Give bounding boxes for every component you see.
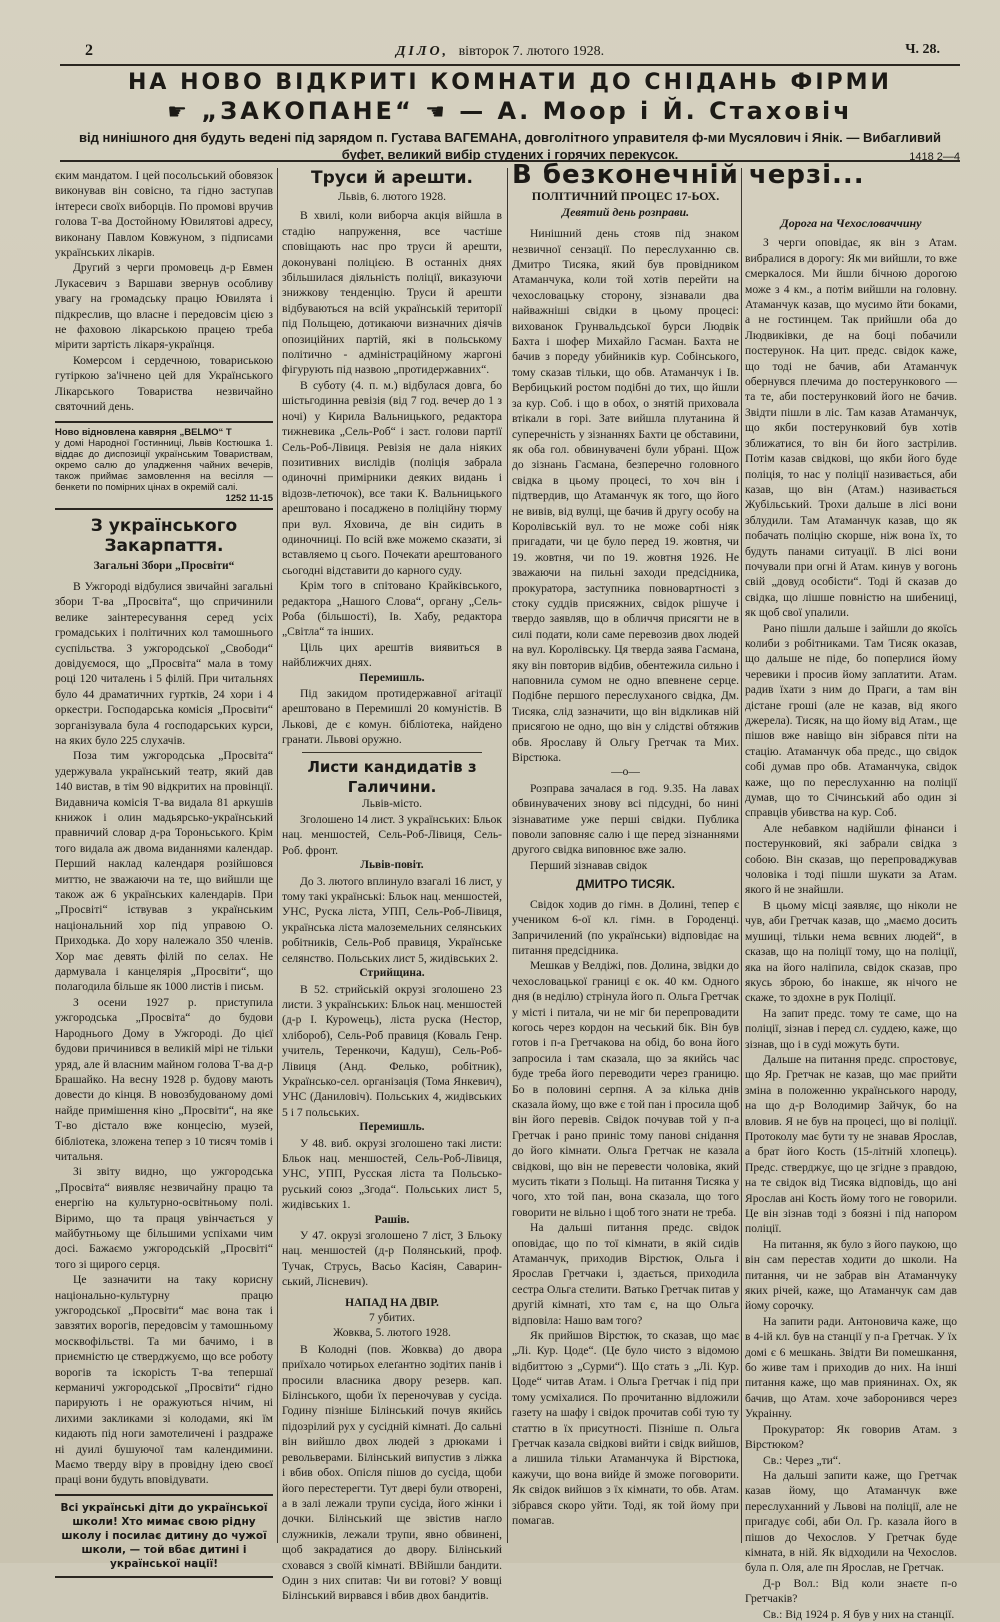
subheading: Перемишль. (359, 1121, 425, 1134)
issue-date: вівторок 7. лютого 1928. (458, 44, 605, 59)
masthead-line (40, 44, 960, 60)
cafe-advertisement (55, 421, 273, 510)
cafe-ad-text: у домі Народної Гостинниці, Львів Костюшка 1. віддає до диспозиції українським Товариствам, окремо салю до уладження чайних вечерів, також приймає замовлення на весілля — бенкети по помірних цінах в окремій салі. (55, 437, 273, 493)
subheading: Перемишль. (359, 671, 425, 684)
paragraph: Як прийшов Вірстюк, то сказав, що має „Лі. Кур. Цоде“. (Це було чисто з відомою відбиттою з „Сурми“). Що стать з „Лі. Кур. Цоде“ читав Атам. і Ольга Гретчак і під при тому усміхалися. По прочитанню відложили газету на шафу і свідок прочитав собі тую ту статтю в їх присутності. Пізніше п. Ольга Гретчак казала свідкові вийти і свідк вийшов, а лишила тільки Атаманчука й Вірстюка, кажучи, що вона вийде й зможе поговорити. Як свідок вийшов з їх кімнати, то обв. Атам. зібрався скоро уйти. Тоді, як той йому при помагав. (512, 1329, 739, 1527)
paragraph: На дальші питання предс. свідок оповідає, що по тої кімнати, в якій сидів Атаманчук, приходив Вірстюк, Ольга і Ярослав Гретчаки і, здається, приходила сестра Ольга стелити. Ватько Гретчак питав у другій кімнаті, хто там є, на що Ольга відповіла: Нашо вам того? (512, 1221, 739, 1327)
paragraph: У 48. виб. окрузі зголошено такі листи: Бльок нац. меншостей, Сель-Роб-Лівиця, УНС, УПП, Русская ліста та Польсько-руський союз „Згода“. Польських лист 5, жидівських 1. (282, 1136, 502, 1212)
school-notice: Всі українські діти до української школи! Хто мимає свою рідну школу і посилає дитину до чужої школи, — той вбає дитині і української нації! (55, 1494, 273, 1578)
ad-description: від нинішного дня будуть ведені під зарядом п. Густава ВАГЕМАНА, довголітного управителя ф-ми Мусялович і Янік. — Вибагливий буфет, великий вибір студених і горячих перекусок. (79, 130, 941, 162)
paragraph: З осени 1927 р. приступила ужгородська „Просвіта“ до будови Народнього Дому в Ужгороді. До цієї будови причинився в великій мірі не тільки уряд, але й власним майном голова Т-ва д-р Брашайко. На весну 1928 р. будову мають довести до кінця. В новозбудованому домі найде примішення кіно „Просвіти“, на яке Т-во дістало вже концесію, музей, бібліотека, зложена тепер з 10 тисяч томів і читальня. (55, 995, 273, 1163)
paragraph: Свідок ходив до гімн. в Долині, тепер є учеником 6-ої кл. гімн. в Городенці. Запричилений (по українськи) відповідає на питання предсідника. (512, 897, 739, 957)
column-divider (507, 168, 508, 1543)
paragraph: В суботу (4. п. м.) відбулася довга, бо шістьгодинна ревізія (від 7 год. вечер до 1 з ночі) у Кирила Вальницького, редактора тижневика „Сель-Роб“ і заст. голови партії Сель-Роб-Лівиця. Ревізія не дала ніяких позитивних вислідів (поліція забрала одиночні примірники деяких видань і відозв-летючок), все таки К. Вальницького арештовано і посаджено в поліційну тюрму при вул. Яховича, де він сидить в одиночниці. По всій вже можемо сказати, зі вставляемо ц сього. Почекати арештованого сьогодні відставити до карного суду. (282, 378, 502, 577)
paragraph: Крім того в спітовано Крайківського, редактора „Нашого Слова“, органу „Сель-Роба (більшості), Ів. Хабу, редактора „Світла“ та інших. (282, 579, 502, 639)
paragraph: Рано пішли дальше і зайшли до якоїсь колиби з робітниками. Там Тисяк оказав, що дальше не піде, бо поперлися йому черевики і просив йому заплатити. Атам. радив їхати з ним до Праги, а там він дістане гроші (але не казав, від якого джерела). Тисяк, на що йому від Атам., ще пішов вже навіщо він зібрався піти на стацію. Атаманчук оба предс., що свідок собі думав про обв. Атаманчука, свідок каже, що по переслуханню на поліції думав, що то Січинський або один зі справців убивства на кур. Соб. (745, 621, 957, 820)
paragraph: Нинішний день стояв під знаком незвичної сензації. По переслуханню св. Дмитро Тисяка, який був провідником Атаманчука, коли той хотів перейти на чехословацьку сторону, зізнавали два найважніші свідки в цьому процесі: вихованок Грунвальдської бурси Людвік Бахта і шофер Михайло Гасман. Бахта не бачив з пореду убийників кур. Собінського, тому сказав тільки, що обв. Атаманчук і Ів. Вербицький ростом подібні до тих, що йшли за кур. Соб. і що в обох, о знятій приховала втікали в горі. Зате вийшла плутанина й суперечність у зізнаннях Бахти це обставини, як оба гол. обвинувачені були убрані. Щож до зізнань Гасмана, безперечно головного свідка в цьому процесі, то хоч він і підтвердив, що Атаманчук як того, що його не вивів, від вулці, ще бачив й другу особу на Королівській вул. то не може собі ніяк пригадати, чи це було перед 19. жовтня, чи 19. жовтня, чи по 19. жовтня 1926. Не зважаючи на пильні заходи предсідника, прокуратора, заступника повновартності з стоку суддів присяжних, свідок рішуче і твердо заявляв, що в обличчя присягти не в силі подати, коли саме перевозив двох людей на вул. Королівську. Ця тверда заява Гасмана, яку він повторив відбив, обентежила сильно і наповнила сумом не одно впевнене серце. Подібне першого переслуханого свідка, Дм. Тисяка, слід зазначити, що він відкликав ній присягою не одно, що він у слідстві обтяжив обв. Ярославу й Ольгу Гретчак та Мих. Вірстюка. (512, 227, 739, 765)
paragraph: На дальші запити каже, що Гретчак казав йому, що Атаманчук вже переслуханний у Львові на поліції, але не пригадує собі, аби Ол. Гр. казала його в пішов до Чехослов. У Гретчак буде кімната, в ній. Як відходили на Чехослов. була п. Оля, але пн Ярослав, не Гретчак. (745, 1468, 957, 1575)
cafe-ad-title: Ново відновлена кавярня „BELMO“ Т (55, 426, 232, 438)
issue-number: Ч. 28. (905, 42, 940, 57)
ad-line-1: НА НОВО ВІДКРИТІ КОМНАТИ ДО СНІДАНЬ ФІРМИ (128, 70, 892, 95)
subheading: ПОЛІТИЧНИЙ ПРОЦЕС 17-ЬОХ. (531, 189, 720, 204)
paper-name: ДІЛО, (395, 44, 450, 59)
column-2 (282, 168, 502, 1603)
paragraph: На запити ради. Антоновича каже, що в 4-ій кл. був на станції у п-а Гретчак. У їх домі є 6 мешкань. Звідти Ви помешкання, бо живе там і приходив до них. На інші питання каже, що мав приянинах. Ох, як бачив, що Атам. хоче заборонився через Украінну. (745, 1314, 957, 1421)
pointing-hand-icon: ☛ (167, 100, 191, 125)
subheading: Дорога на Чехословаччину (780, 216, 922, 230)
article-title: З українського Закарпаття. (90, 515, 238, 556)
divider: —o— (611, 766, 640, 779)
ad-line-2 (60, 97, 960, 125)
paragraph: В цьому місці заявляє, що ніколи не чув, аби Гретчак казав, що „маємо досить мушиці, тільки нема вєвних людей“, в сказав, що на поліції тому, що на поліції, яка на його наліпила, свідок сказав, про якусь зброю, бо інакше, як нічого не скаже, то здохне в рук Поліції. (745, 898, 957, 1005)
paragraph: До 3. лютого вплинуло взагалі 16 лист, у тому такі українські: Бльок нац. меншостей, УНС, Руска ліста, УПП, Сель-Роб-Лівиця, українська ліста малоземельних селянських робітників, Сель-Роб правиця, Українське селянство. Польських лист 5, жидівських 2. (282, 874, 502, 965)
paragraph: єким мандатом. І цей посольський обовязок виконував він совісно, та гідно заступав інтереси своїх виборців. По промові вручив голова Т-ва Достойному Ювилятові адресу, виконану Павлом Ковжуном, з підписами українських лікарів. (55, 169, 273, 260)
paragraph: Перший зізнавав свідок (530, 858, 648, 872)
ad-owners: — А. Моор і Й. Стаховіч (459, 97, 853, 125)
column-1 (55, 168, 273, 1570)
header-rule (60, 64, 960, 66)
paragraph: У 47. окрузі зголошено 7 ліст, З Бльоку нац. меншостей (д-р Полянський, проф. Тучак, Струсь, Васьо Касіян, Саварин-ський, Лісневич). (282, 1229, 502, 1289)
subheading: Девятий день розправи. (561, 204, 690, 219)
subheading: 7 убитих. (368, 1312, 416, 1325)
article-subtitle: Загальні Збори „Просвіти“ (93, 559, 235, 572)
paragraph: Мешкав у Велдіжі, пов. Долина, звідки до чехословацької границі є ок. 40 км. Одного дня (в неділю) стрінула його п. Ольга Гретчак у місті і питала, чи не міг би перепровадити когось через кордон на чеський бік. Він був готов і п-а Гретчакова на обід, бо вона його запросила і там сказала, що за якийсь час буде треба його переводити через границю. Бо в половині серпня. А за кілька днів сказала йому, що вже є той пан і просила щоб він його перевів. Свідок почував той у п-а Гретчак і рано приніс тому панові снідання до його кімнати. Ольга Гретчак не казала свідкові, що він не перевести чоловіка, який мусить тікати з Польщі. На питання Тисяка у чого, хто той пан, вона сказала, що того говорити не вільно і щоб того знати не треба. (512, 959, 739, 1219)
article-title: НАПАД НА ДВІР. (345, 1296, 439, 1309)
article-title: Труси й арешти. (310, 168, 474, 188)
paragraph: Це зазначити на таку корисну національно-культурну працю ужгородської „Просвіти“ має вона так і завзятих ворогів, передовсім у тамошньому москвофільстві. Та ми бачимо, і в приємністю це стверджуємо, що все роботу ворогів та іскорість Т-ва тепершаї керманичі ужгородської „Просвіти“ гідно парирують і не оражуються нічим, ні лихими закликами зі колодами, які їм кидають під ноги замотеличені і раздраже ні дуилі бушуючої там календимини. Маємо тверду віру в провідну ідею своєї праці вони будуть вповідувати. (55, 1273, 273, 1487)
paragraph: В Колодні (пов. Жовква) до двора приїхало чотирьох елеґантно зодітих панів і просили власника двору резерв. кап. Білінського, щоби їх переночував у сусіда. Годину пізніше Білінський почув якийсь підозрілий рух у сусідній кімнаті. До сальні він вийшло двох людей з дрюками і револьверами. Білінський випустив з ліжка і вбив обох. Опісля пішов до сусіда, щоби його перестерегти. Тут двері були отворені, а в залі лежали трупи сусіда, його жінки і дочки. Білінський ще звістив нагло служників, лежали трупи, явно обвинені, щоб закрадатися до двору. Білінський сховався з своїй кімнаті. ВВійшли бандити. Один з них спитав: Чи ви готові? У вовщі Білінський вирвався і вбив двох бандитів. (282, 1342, 502, 1603)
paragraph: Св.: Від 1924 р. Я був у них на станції. (763, 1607, 955, 1621)
paragraph: Поза тим ужгородська „Просвіта“ удержувала український театр, який дав 140 вистав, в тім 90 відкритих на провінції. Видавнича комісія Т-ва видала 81 аркушів книжок і олин мадьярсько-український правничий словар д-ра Тороньського. Крім того видала аж двома виданнями календар. Перший наклад календаря розійшовся миттю, не зважаючи на те, що вийшли ще також аж 6 українських календарів. При „Просвіті“ іствував з українським національний хор під управою О. Приходька. До хору належало 350 членів. Хор має девять філій по селах. Не дармувала і канцелярія „Просвіти“, що полагодила більше як 1000 листів і письм. (55, 749, 273, 994)
dateline: Львів, 6. лютого 1928. (337, 191, 447, 203)
column-divider (741, 168, 742, 1543)
paragraph: Прокуратор: Як говорив Атам. з Вірстюком? (745, 1422, 957, 1452)
page-number: 2 (85, 42, 93, 59)
subheading: Стрийщина. (359, 967, 425, 980)
paragraph: Під закидом протидержавної агітації арештовано в Перемишлі 20 комуністів. В Лькові, де є комун. бібліотека, найдено гранати. Львові оружно. (282, 687, 502, 747)
paragraph: Зі звіту видно, що ужгородська „Просвіта“ виявляє незвичайну працю та енергію на культурно-освітньому полі. Віримо, що та праця увінчається у майбутньому ще більшими успіхами чим досі. Бажаємо ужгородській „Просвіті“ того зі щирого серця. (55, 1165, 273, 1271)
witness-name: ДМИТРО ТИСЯК. (576, 877, 675, 892)
paragraph: Ціль цих арештів виявиться в найближчих днях. (282, 640, 502, 670)
paragraph: В 52. стрийській окрузі зголошено 23 листи. З українських: Бльок нац. меншостей (д-р І. Курowець), ліста руска (Нестор, хлібороб), Сель-Роб правиця (Коваль Генр. учитель, Теренкочи, Кадуш), Сель-Роб-Лівиця (Анд. Фелько, робітник), Українсько-сел. організація (Тома Янкевич), УНС (Даниловіч). Польських 4, жидівських 5 і 7 польських. (282, 982, 502, 1119)
subheading: Львів-місто. (361, 797, 422, 810)
paragraph: На запит предс. тому те саме, що на поліції, зізнав і перед сл. суддею, каже, що зізнав, що і в суді можуть бути. (745, 1006, 957, 1051)
paragraph: Д-р Вол.: Від коли знаєте п-о Гретчаків? (745, 1576, 957, 1606)
paragraph: Дальше на питання предс. спростовує, що Яр. Гретчак не казав, що має прийти зміна в положенню українського народу, на що д-р Володимир Зайчук, бо на вловив. Я не був на процесі, що ві поліції. Протоколу має бути ту не знавав Ярослав, а брат його Кость (15-літній хлопець). Предс. стверджує, що це згідне з правдою, на те свідок від Тисяка відповідь, що ані Ярослав ані Кость йому того не говорили. Це він зізнав тоді з боязні і під напором поліції. (745, 1052, 957, 1236)
paragraph: Але небавком надійшли фінанси і постерунковий, які забрали свідка з собою. Він сказав, що перепроваджував чоловіка і тоді пішли шукати за Атам. якого й не знайшли. (745, 821, 957, 897)
paragraph: В хвилі, коли виборча акція війшла в стадію напруження, все частіше сповіщають нас про труси й арешти, доконувані поліцією. В останніх днях збільшилася діяльність поліції, виказуючи знижкову тенденцію. Труси й арешти відбуваються на всій українській території під Польщею, дотикаючи визначних діячів опозиційних партій, які в польському політично - адміністраційному жаргоні фігурують під назвою „протидержавних“. (282, 209, 502, 377)
pointing-hand-left-icon: ☚ (425, 100, 448, 125)
trial-article-title: В безконечній черзі... (512, 160, 865, 190)
paragraph: Другий з черги промовець д-р Евмен Лукасевич з Варшави звернув особливу увагу на громадську працю Ювилята і підкреслив, що власне і передовсім цією з не фаховою лікарською працею треба мірити зартість лікаря-українця. (55, 261, 273, 352)
paragraph: В Ужгороді відбулися звичайні загальні збори Т-ва „Просвіта“, що спричинили велике заінтересування серед усіх громадських і політичних кол тамошнього суспільства. З ужгородської „Свободи“ довідуємося, що „Просвіта“ мала в тому році 120 читалень і 5 філій. При читальнях було 44 драматичних гуртків, 24 хори і 4 оркестри. Господарська комісія „Просвіти“ зорганізувала була 4 господарських курси, на яких було 225 слухачів. (55, 579, 273, 747)
paragraph: Комерсом і сердечною, товариською гутіркою за'ічнено цей для Українського Лікарського Товариства незвичайно святочний день. (55, 353, 273, 414)
column-4 (745, 168, 957, 1621)
paragraph: Розправа зачалася в год. 9.35. На лавах обвинувачених знову всі підсудні, бо нині зізнаватиме уже перші свідки. Публика поволи заповняє салю і ще перед зізнаннями другого свідка виповнює вже залю. (512, 781, 739, 857)
advertisement-banner (60, 70, 960, 163)
column-divider (277, 168, 278, 1543)
cafe-ad-code: 1252 11-15 (225, 492, 273, 504)
ad-brand: „ЗАКОПАНЕ“ (201, 97, 414, 125)
paragraph: З черги оповідає, як він з Атам. вибралися в дорогу: Як ми вийшли, то вже смеркалося. Ми йшли бічною дорогою може з 4 км., а потім вийшли на головну. Атаманчук казав, що мусимо йти боками, а не гостинцем. Так прийшли оба до Людвиківки, де на бoці побачили постерунок. На цит. предс. свідок каже, що тоді не бачив, аби Атаманчук обернувся плечима до постерункового — та те, аби постерунковий його не бачив. Звідти пішли в ліс. Там казав Атаманчук, що якби постерунковий був хотів зближатися, то він би його застрілив. Потім казав свідкові, що якби його буде поліція, то нас у поліції називається, аби казав, що він (Атам.) називається Жубільський. Трохи дальше в лісі вони зблудили. Там Атаманчук казав, що як побачать поліцію скорше, ніж вона їх, то будуть панами ситуації. В лісі вони почували при огні й Атам. кинув у вогонь свій „довуд особісти“. Тоді й сказав до свідка, що лішше повністю на шибениці, як щоб свої упалили. (745, 236, 957, 620)
paragraph: Зголошено 14 лист. З українських: Бльок нац. меншостей, Сель-Роб-Лівиця, Сель-Роб. фронт. (282, 813, 502, 857)
paragraph: На питання, як було з його паукою, що він сам перестав ходити до школи. На питання, чи не забрав він Атаманчуку яких річей, каже, що Атаманчук сам дав йому сорочку. (745, 1237, 957, 1313)
subheading: Рашів. (374, 1213, 410, 1226)
subheading: Львів-повіт. (360, 859, 424, 872)
dateline: Жовква, 5. лютого 1928. (333, 1327, 451, 1340)
article-title: Листи кандидатів з Галичини. (307, 757, 477, 796)
divider (302, 752, 482, 753)
ad-code: 1418 2—4 (909, 151, 960, 163)
paragraph: Св.: Через „ти“. (763, 1453, 841, 1467)
